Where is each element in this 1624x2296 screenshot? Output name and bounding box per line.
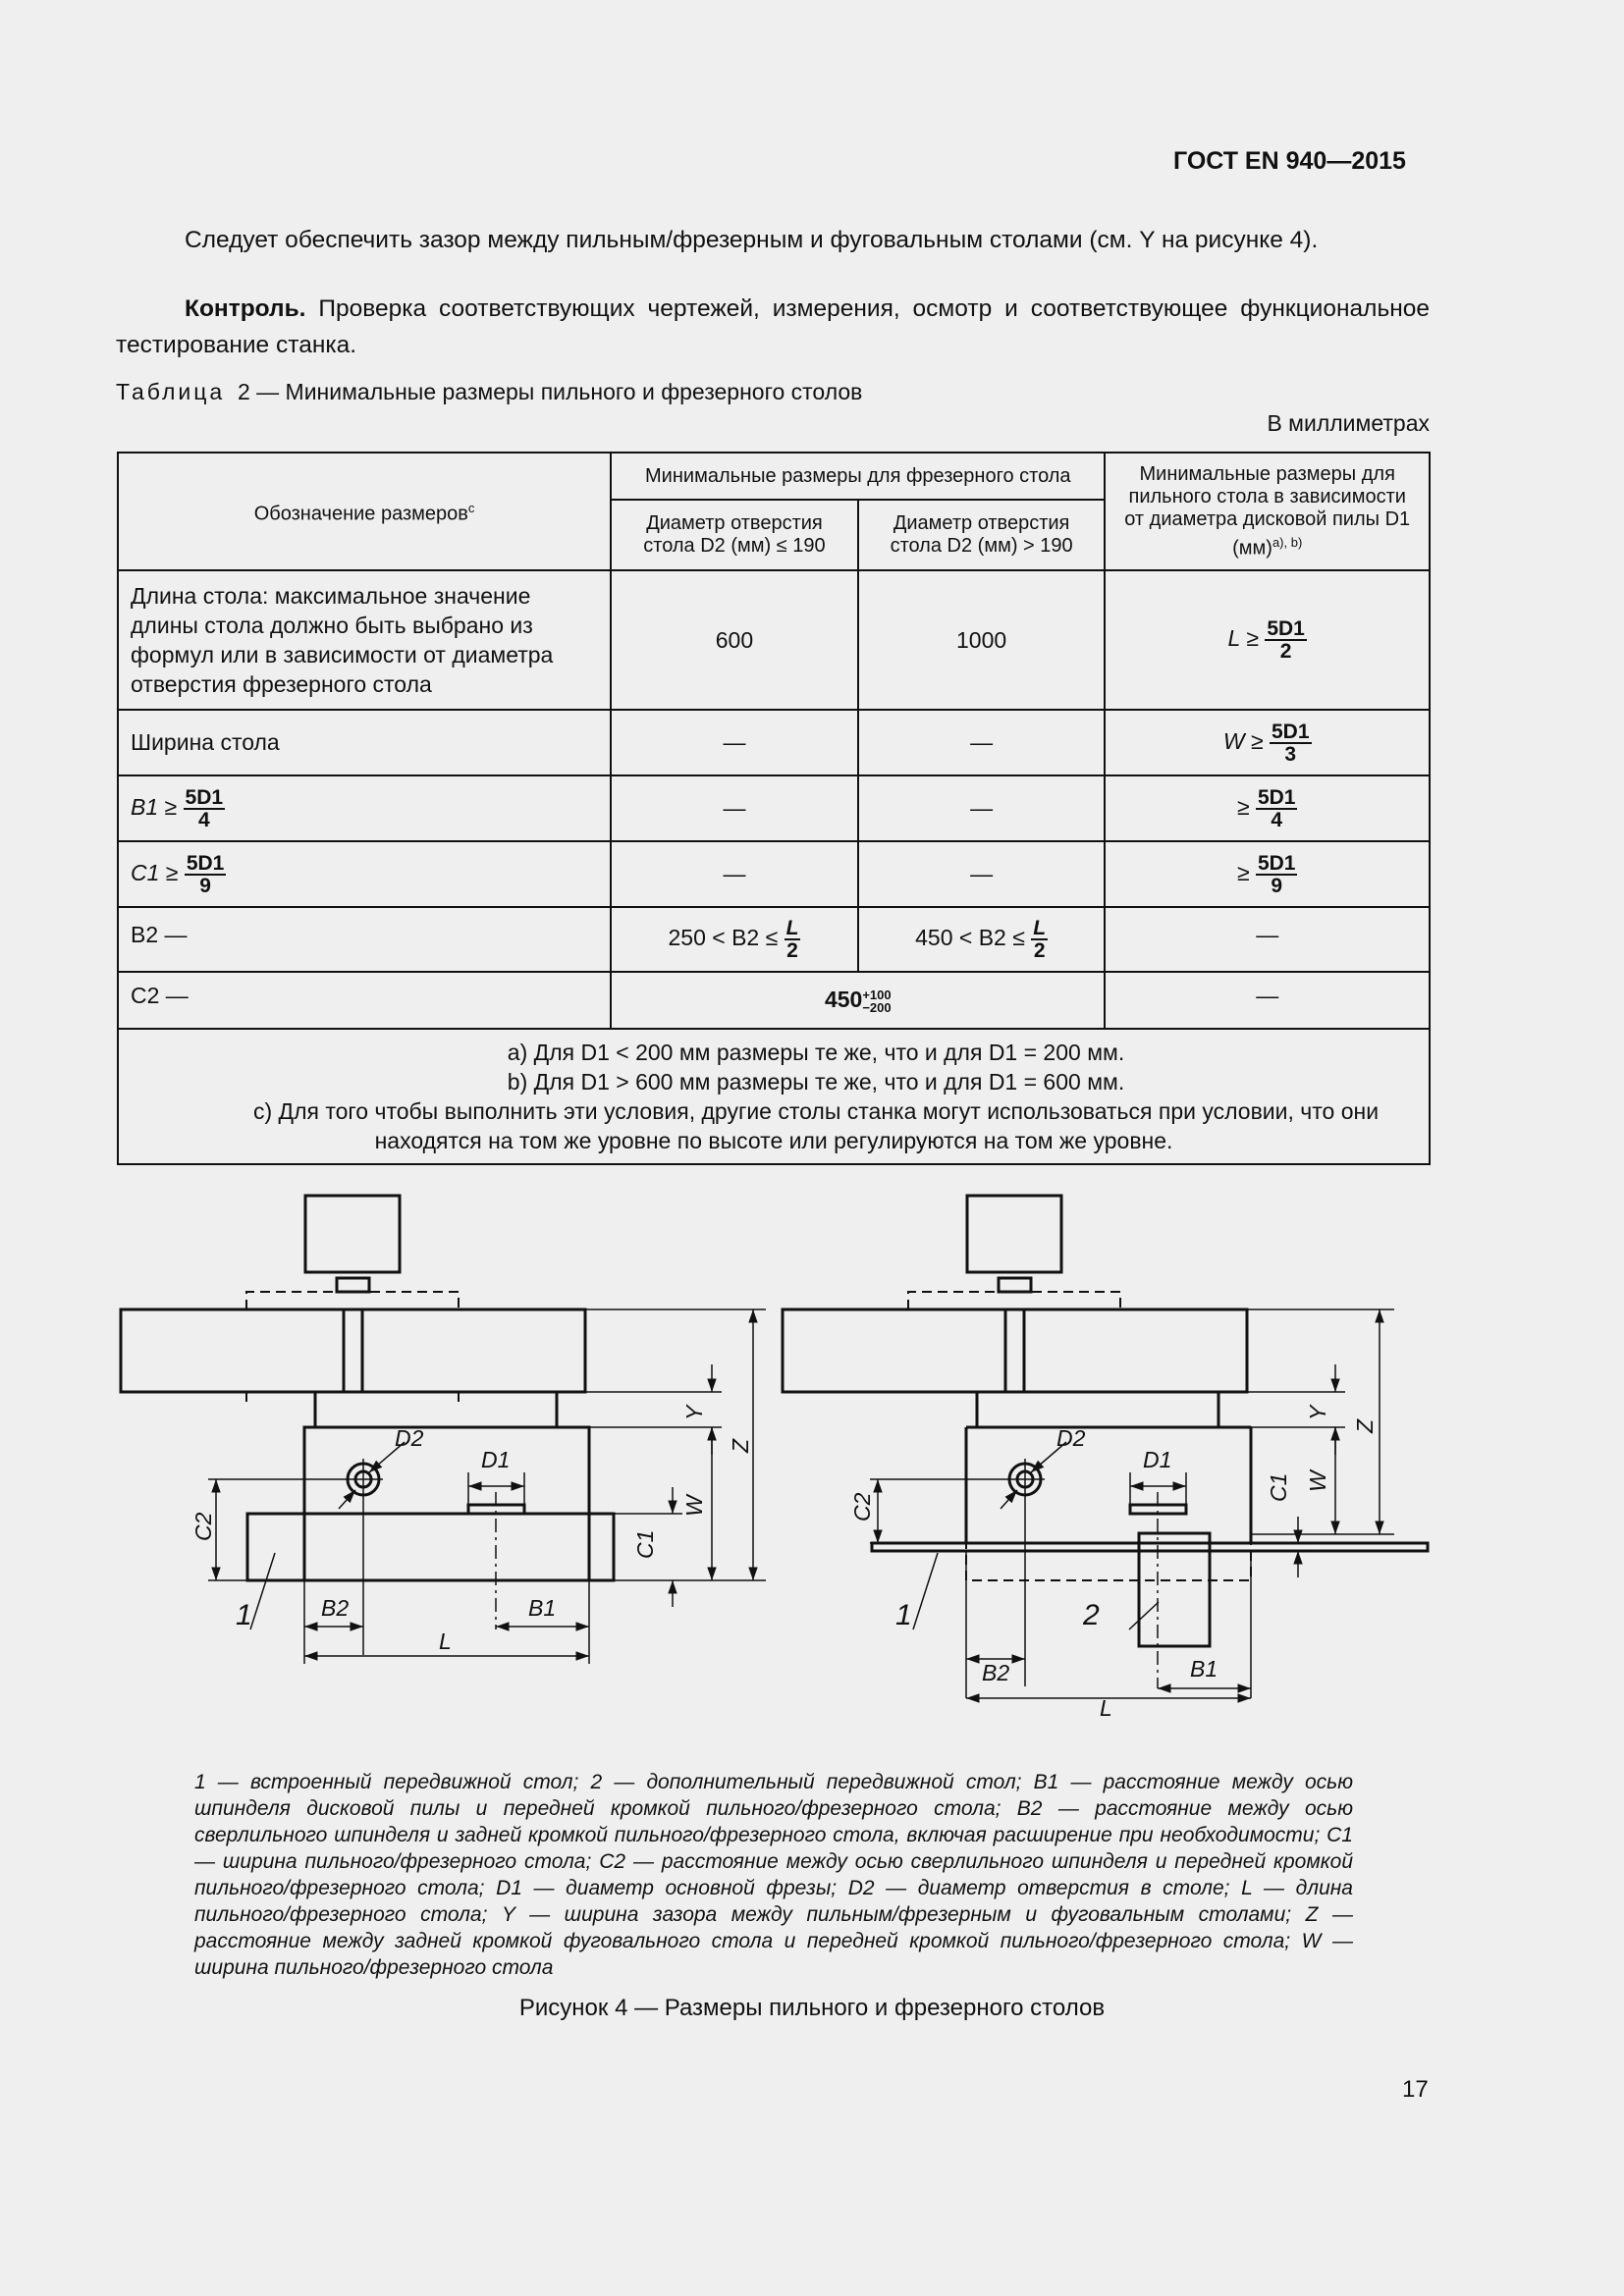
label-l: L xyxy=(1100,1695,1112,1721)
table-row xyxy=(118,710,1430,775)
label-l: L xyxy=(439,1629,452,1654)
label-w: W xyxy=(1305,1470,1330,1492)
header-milling-group: Минимальные размеры для фрезерного стола xyxy=(611,453,1105,500)
row-value: — xyxy=(611,841,858,907)
row-value: — xyxy=(858,775,1106,841)
label-y: Y xyxy=(681,1405,707,1420)
label-c1: C1 xyxy=(1266,1472,1291,1502)
row-label: B2 — xyxy=(118,907,611,972)
table-row xyxy=(118,775,1430,841)
table-row xyxy=(118,907,1430,972)
header-d2-large: Диаметр отверстия стола D2 (мм) > 190 xyxy=(858,500,1106,570)
row-label: Длина стола: максимальное значение длины стола должно быть выбрано из формул или в зависимости от диаметра отверстия фрезерного стола xyxy=(118,570,611,710)
header-designation: Обозначение размеров$^c$ xyxy=(118,453,611,570)
table-caption xyxy=(116,379,862,405)
document-header: ГОСТ EN 940—2015 xyxy=(1173,147,1406,175)
row-value: — xyxy=(1105,907,1430,972)
row-formula: 250 < B2 ≤ $\frac{L}{2}$ xyxy=(611,907,858,972)
page-number: 17 xyxy=(1402,2076,1429,2103)
label-c1: C1 xyxy=(632,1529,658,1559)
paragraph-gap: Следует обеспечить зазор между пильным/фрезерным и фуговальным столами (см. Y на рисунке 4). xyxy=(185,227,1319,253)
label-b2: B2 xyxy=(321,1595,350,1621)
figure-4-drawing xyxy=(0,1178,1624,1728)
label-b1: B1 xyxy=(528,1595,557,1621)
label-y: Y xyxy=(1305,1405,1330,1420)
table-row xyxy=(118,570,1430,710)
note-b: b) Для D1 > 600 мм размеры те же, что и для D1 = 600 мм. xyxy=(507,1069,1125,1095)
row-value: — xyxy=(1105,972,1430,1029)
figure-caption: Рисунок 4 — Размеры пильного и фрезерного столов xyxy=(518,1995,1106,2021)
table-units: В миллиметрах xyxy=(1267,410,1430,436)
label-z: Z xyxy=(728,1438,753,1453)
dimensions-table xyxy=(117,452,1431,1165)
row-value: — xyxy=(611,775,858,841)
label-w: W xyxy=(681,1495,707,1517)
header-saw-table: Минимальные размеры для пильного стола в зависимости от диаметра дисковой пилы D1 (мм)$^{a), b)}$ xyxy=(1105,453,1430,570)
row-label: C1 ≥ $\frac{5D1}{9}$ xyxy=(118,841,611,907)
label-z: Z xyxy=(1352,1418,1378,1433)
row-value: 600 xyxy=(611,570,858,710)
label-b2: B2 xyxy=(982,1660,1010,1685)
header-d2-small: Диаметр отверстия стола D2 (мм) ≤ 190 xyxy=(611,500,858,570)
label-c2: C2 xyxy=(849,1492,875,1522)
paragraph-control xyxy=(116,291,1430,363)
label-1: 1 xyxy=(895,1599,912,1631)
control-label: Контроль. xyxy=(185,295,306,322)
row-formula: W ≥ $\frac{5D1}{3}$ xyxy=(1105,710,1430,775)
left-view xyxy=(121,1196,766,1664)
label-2: 2 xyxy=(1083,1599,1100,1631)
row-label: Ширина стола xyxy=(118,710,611,775)
label-1: 1 xyxy=(236,1599,252,1631)
label-b1: B1 xyxy=(1190,1656,1218,1682)
row-merged-value: 450 +100 −200 xyxy=(611,972,1105,1029)
table-notes xyxy=(118,1029,1430,1164)
control-text: Проверка соответствующих чертежей, измерения, осмотр и соответствующее функциональное тестирование станка. xyxy=(116,295,1430,358)
label-d2: D2 xyxy=(1056,1425,1086,1451)
row-formula: L ≥ $\frac{5D1}{2}$ xyxy=(1105,570,1430,710)
table-row xyxy=(118,972,1430,1029)
row-formula: ≥ $\frac{5D1}{4}$ xyxy=(1105,775,1430,841)
label-d1: D1 xyxy=(1143,1447,1172,1472)
row-value: 1000 xyxy=(858,570,1106,710)
figure-legend: 1 — встроенный передвижной стол; 2 — дополнительный передвижной стол; B1 — расстояние между осью шпинделя дисковой пилы и передней кромкой пильного/фрезерного стола; B2 — расстояние между осью сверлильного шпинделя и задней кромкой пильного/фрезерного стола, включая расширение при необходимости; C1 — ширина пильного/фрезерного стола; C2 — расстояние между осью сверлильного шпинделя и передней кромкой пильного/фрезерного стола; D1 — диаметр основной фрезы; D2 — диаметр отверстия в столе; L — длина пильного/фрезерного стола; Y — ширина зазора между пильным/фрезерным и фуговальным столами; Z — расстояние между задней кромкой фуговального стола и передней кромкой пильного/фрезерного стола; W — ширина пильного/фрезерного стола xyxy=(194,1771,1353,1979)
label-c2: C2 xyxy=(190,1512,216,1541)
figure-labels xyxy=(190,1404,1378,1721)
row-formula: 450 < B2 ≤ $\frac{L}{2}$ xyxy=(858,907,1106,972)
row-formula: ≥ $\frac{5D1}{9}$ xyxy=(1105,841,1430,907)
row-value: — xyxy=(858,841,1106,907)
note-a: a) Для D1 < 200 мм размеры те же, что и для D1 = 200 мм. xyxy=(507,1040,1125,1065)
table-caption-label: Таблица xyxy=(116,379,226,404)
table-row xyxy=(118,841,1430,907)
row-label: B1 ≥ $\frac{5D1}{4}$ xyxy=(118,775,611,841)
note-c: c) Для того чтобы выполнить эти условия, другие столы станка могут использоваться при условии, что они находятся на том же уровне по высоте или регулируются на том же уровне. xyxy=(252,1098,1380,1153)
row-value: — xyxy=(611,710,858,775)
label-d1: D1 xyxy=(481,1447,511,1472)
row-label: C2 — xyxy=(118,972,611,1029)
label-d2: D2 xyxy=(395,1425,424,1451)
right-view xyxy=(783,1196,1428,1698)
table-caption-text: 2 — Минимальные размеры пильного и фрезерного столов xyxy=(237,379,863,404)
row-value: — xyxy=(858,710,1106,775)
